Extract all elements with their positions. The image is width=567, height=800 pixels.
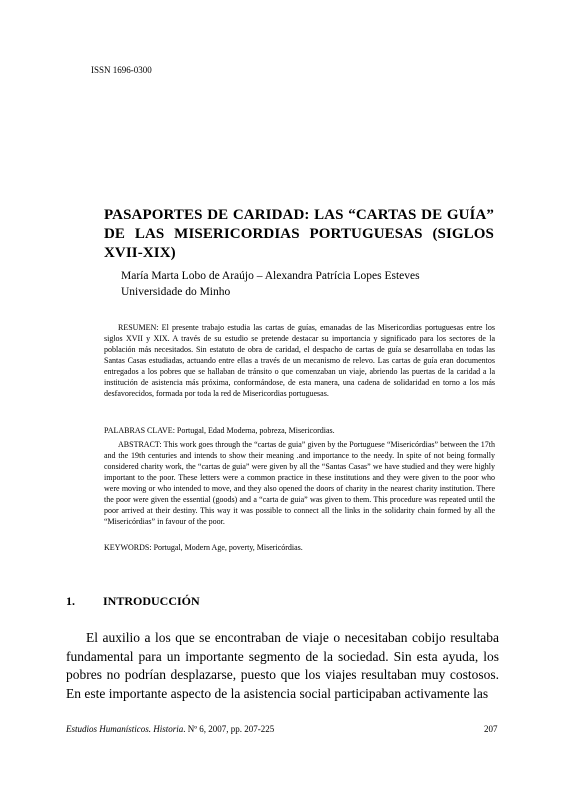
abstract-label: ABSTRACT: — [118, 440, 162, 449]
abstract-paragraph — [104, 439, 495, 527]
resumen-text: El presente trabajo estudia las cartas de guías, emanadas de las Misericordias portuguesas entre los siglos XVII y XIX. A través de su estudio se pretende destacar su importancia y significado para los sectores de la población más necesitados. Sin estatuto de obra de caridad, el despacho de cartas de guía se desarrollaba en todas las Santas Casas estudiadas, actuando entre ellas a través de un mecanismo de relevo. Las cartas de guía eran documentos entregados a los pobres que se hallaban de tránsito o que comenzaban un viaje, abriendo las puertas de la caridad a la institución de asistencia más próxima, conformándose, de esta manera, una cadena de solidaridad en torno a los más desfavorecidos, formada por toda la red de Misericordias portuguesas. — [104, 323, 495, 398]
abstract-text: This work goes through the “cartas de guia” given by the Portuguese “Misericórdias” between the 17th and the 19th centuries and intends to show their meaning .and importance to the needy. In spite of not being formally considered charity work, the “cartas de guia” were given by all the “Santas Casas” we have studied and they were highly important to the poor. These letters were a common practice in these institutions and they were given to the poor who were moving or who intended to move, and they also opened the doors of charity in the nearest charity institution. There the poor were given the essential (goods) and a “carta de guia” was given to them. This procedure was repeated until the poor arrived at their destiny. This way it was possible to connect all the links in the solidarity chain formed by all the “Misericórdias” in favour of the poor. — [104, 440, 495, 526]
body-paragraph: El auxilio a los que se encontraban de viaje o necesitaban cobijo resultaba fundamental para un importante segmento de la sociedad. Sin esta ayuda, los pobres no podrían desplazarse, puesto que los viajes resultaban muy costosos. En este importante aspecto de la asistencia social participaban activamente las — [66, 630, 499, 701]
footer-citation-details: . Nº 6, 2007, pp. 207-225 — [183, 724, 275, 734]
author-affiliation: Universidade do Minho — [121, 286, 231, 298]
resumen-section — [104, 322, 495, 399]
page-number: 207 — [484, 724, 498, 734]
section-number: 1. — [66, 594, 75, 608]
footer-citation — [66, 724, 274, 734]
palabras-clave-text: Portugal, Edad Moderna, pobreza, Misericordias. — [174, 426, 335, 435]
resumen-paragraph — [104, 322, 495, 399]
palabras-clave-section — [104, 425, 495, 436]
keywords-label: KEYWORDS: — [104, 543, 152, 552]
keywords-paragraph — [104, 542, 495, 553]
keywords-section — [104, 542, 495, 553]
section-title: INTRODUCCIÓN — [103, 594, 200, 608]
section-heading — [66, 594, 200, 609]
author-block — [121, 268, 420, 300]
author-names: María Marta Lobo de Araújo – Alexandra Patrícia Lopes Esteves — [121, 270, 420, 282]
footer-journal: Estudios Humanísticos. Historia — [66, 724, 184, 734]
resumen-label: RESUMEN: — [118, 323, 159, 332]
keywords-text: Portugal, Modern Age, poverty, Misericórdias. — [151, 543, 303, 552]
article-title: PASAPORTES DE CARIDAD: LAS “CARTAS DE GUÍA” DE LAS MISERICORDIAS PORTUGUESAS (SIGLOS XVII-XIX) — [104, 207, 494, 261]
palabras-clave-label: PALABRAS CLAVE: — [104, 426, 175, 435]
abstract-section — [104, 439, 495, 527]
palabras-clave-paragraph — [104, 425, 495, 436]
issn-header: ISSN 1696-0300 — [91, 65, 152, 75]
